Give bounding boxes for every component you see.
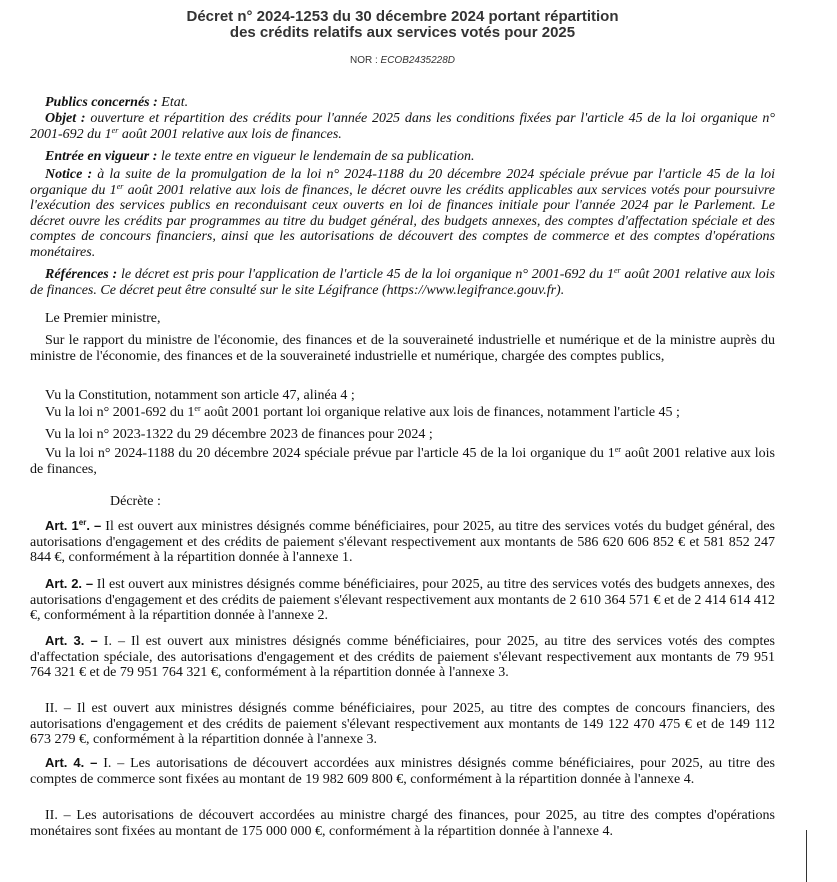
- visa-loi-speciale-text-end: août 2001 relative aux lois de finances,: [30, 446, 775, 477]
- article-3-ii: II. – Il est ouvert aux ministres désignés comme bénéficiaires, pour 2025, au titre des comptes de concours financiers, des autorisations d'engagement et des crédits de paiement s'élevant respectivement aux montants de 149 122 470 475 € et de 149 112 673 279 €, conformément à la répartition donnée à l'annexe 3.: [30, 701, 775, 747]
- notice-sup: er: [116, 181, 124, 191]
- references-text-end: août 2001 relative aux lois de finances. Ce décret peut être consulté sur le site Légifrance (https://www.legifrance.gouv.fr).: [30, 267, 775, 298]
- visa-loi-speciale-sup: er: [614, 445, 621, 454]
- visa-loi-organique: [30, 405, 775, 421]
- entree-text: le texte entre en vigueur le lendemain de sa publication.: [157, 149, 475, 164]
- objet-sup: er: [111, 125, 119, 135]
- article-2-label: Art. 2. –: [45, 576, 94, 591]
- article-3: [30, 633, 775, 681]
- column-rule: [806, 830, 807, 882]
- visa-loi-organique-text: Vu la loi n° 2001-692 du 1: [45, 405, 195, 420]
- article-1-label: Art. 1: [45, 518, 79, 533]
- references-text: le décret est pris pour l'application de l'article 45 de la loi organique n° 2001-692 du 1: [117, 267, 614, 282]
- objet-paragraph: [30, 111, 775, 142]
- decree-title-line-1: Décret n° 2024-1253 du 30 décembre 2024 portant répartition: [186, 8, 619, 25]
- publics-concernes: [30, 95, 775, 111]
- notice-text-end: août 2001 relative aux lois de finances, le décret ouvre les crédits applicables aux services votés pour poursuivre l'exécution des services publics en reconduisant ceux ouverts en loi de finances initiale pour l'année 2024 par le Parlement. Le décret ouvre les crédits par programmes au titre du budget général, des budgets annexes, des comptes d'affectation spéciale et des comptes de concours financiers, ainsi que les autorisations de découvert des comptes de commerce et des comptes d'opérations monétaires.: [30, 182, 775, 260]
- visa-loi-finances-2024: Vu la loi n° 2023-1322 du 29 décembre 2023 de finances pour 2024 ;: [45, 427, 433, 442]
- visa-loi-organique-text-end: août 2001 portant loi organique relative aux lois de finances, notamment l'article 45 ;: [200, 405, 680, 420]
- article-1-sup: er: [78, 518, 87, 527]
- premier-ministre: Le Premier ministre,: [45, 311, 161, 326]
- article-2-text: Il est ouvert aux ministres désignés comme bénéficiaires, pour 2025, au titre des services votés des budgets annexes, des autorisations d'engagement et des crédits de paiement s'élevant respectivement aux montants de 2 610 364 571 € et de 2 414 614 412 €, conformément à la répartition donnée à l'annexe 2.: [30, 577, 775, 623]
- article-3-text: I. – Il est ouvert aux ministres désignés comme bénéficiaires, pour 2025, au titre des services votés des comptes d'affectation spéciale, des autorisations d'engagement et des crédits de paiement s'élevant respectivement aux montants de 79 951 764 321 € et de 79 951 764 321 €, conformément à la répartition donnée à l'annexe 3.: [30, 634, 775, 680]
- objet-text-end: août 2001 relative aux lois de finances.: [118, 126, 342, 142]
- article-4-label: Art. 4. –: [45, 755, 98, 770]
- article-2: [30, 576, 775, 624]
- article-4: [30, 755, 775, 787]
- entree-en-vigueur: [30, 149, 775, 165]
- visa-loi-speciale: [30, 446, 775, 477]
- references-paragraph: [30, 267, 775, 298]
- references-sup: er: [613, 266, 621, 275]
- article-4-ii: II. – Les autorisations de découvert accordées au ministre chargé des finances, pour 2025, au titre des comptes d'opérations monétaires sont fixées au montant de 175 000 000 €, conformément à la répartition donnée à l'annexe 4.: [30, 808, 775, 839]
- visa-constitution: Vu la Constitution, notamment son article 47, alinéa 4 ;: [45, 388, 355, 403]
- decree-title-line-2: des crédits relatifs aux services votés pour 2025: [229, 24, 576, 41]
- nor-reference: [0, 55, 805, 66]
- article-4-text: I. – Les autorisations de découvert accordées aux ministres désignés comme bénéficiaires, pour 2025, au titre des comptes de commerce sont fixées au montant de 19 982 609 800 €, conformément à la répartition donnée à l'annexe 4.: [30, 756, 775, 787]
- article-1: [30, 518, 775, 566]
- rapport-paragraph: Sur le rapport du ministre de l'économie, des finances et de la souveraineté industrielle et numérique et de la ministre auprès du ministre de l'économie, des finances et de la souveraineté industrielle et numérique, chargée des comptes publics,: [30, 333, 775, 364]
- objet-text: ouverture et répartition des crédits pour l'année 2025 dans les conditions fixées par l'article 45 de la loi organique n° 2001-692 du 1: [30, 111, 776, 142]
- publics-text: Etat.: [157, 95, 189, 110]
- visa-loi-organique-sup: er: [194, 404, 201, 413]
- nor-label: NOR :: [349, 55, 381, 66]
- publics-label: Publics concernés :: [45, 95, 158, 110]
- decrete: Décrète :: [110, 494, 161, 509]
- objet-label: Objet :: [45, 111, 86, 126]
- visa-loi-speciale-text: Vu la loi n° 2024-1188 du 20 décembre 2024 spéciale prévue par l'article 45 de la loi organique du 1: [45, 446, 615, 461]
- notice-text: à la suite de la promulgation de la loi n° 2024-1188 du 20 décembre 2024 spéciale prévue par l'article 45 de la loi organique du 1: [30, 167, 775, 198]
- entree-label: Entrée en vigueur :: [45, 149, 158, 164]
- article-1-text: Il est ouvert aux ministres désignés comme bénéficiaires, pour 2025, au titre des services votés du budget général, des autorisations d'engagement et des crédits de paiement s'élevant respectivement aux montants de 586 620 606 852 € et 581 852 247 844 €, conformément à la répartition donnée à l'annexe 1.: [30, 519, 775, 565]
- article-1-dash: . –: [86, 518, 102, 533]
- notice-paragraph: [30, 167, 775, 260]
- notice-label: Notice :: [45, 167, 93, 182]
- article-3-label: Art. 3. –: [45, 633, 98, 648]
- references-label: Références :: [45, 267, 118, 282]
- nor-code: ECOB2435228D: [380, 55, 456, 66]
